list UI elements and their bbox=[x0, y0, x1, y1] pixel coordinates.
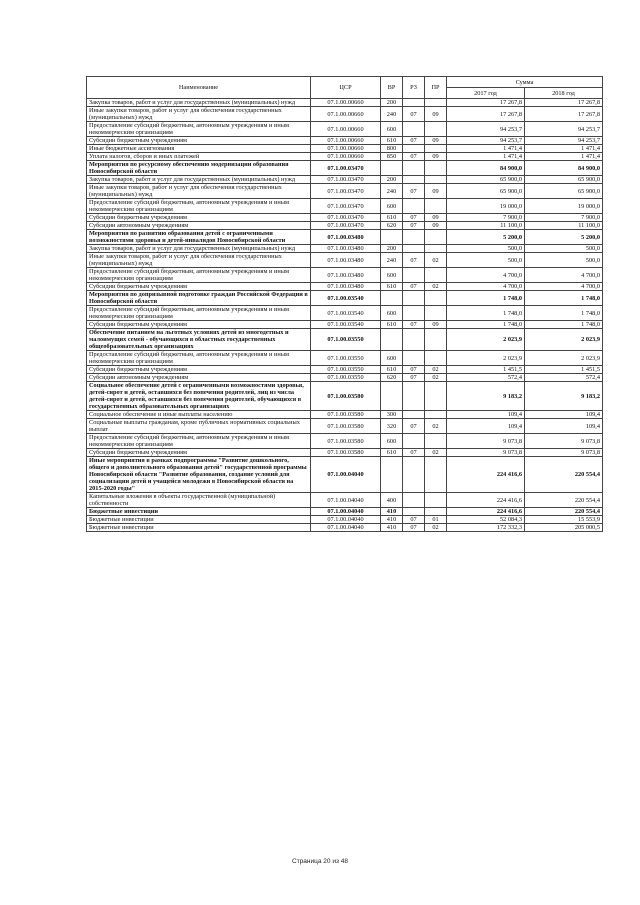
table-row bbox=[87, 214, 603, 222]
row-pr bbox=[425, 434, 447, 449]
row-rz: 07 bbox=[403, 222, 425, 230]
row-csr: 07.1.00.03470 bbox=[311, 199, 381, 214]
row-sum-2017: 500,0 bbox=[447, 253, 525, 268]
row-csr: 07.1.00.03550 bbox=[311, 366, 381, 374]
row-rz bbox=[403, 508, 425, 516]
row-vr: 610 bbox=[381, 449, 403, 457]
row-pr bbox=[425, 145, 447, 153]
row-sum-2018: 1 451,5 bbox=[525, 366, 603, 374]
row-csr: 07.1.00.03470 bbox=[311, 176, 381, 184]
header-rz: РЗ bbox=[403, 77, 425, 99]
row-sum-2018: 15 553,9 bbox=[525, 516, 603, 524]
row-sum-2018: 9 073,8 bbox=[525, 434, 603, 449]
row-csr: 07.1.00.04040 bbox=[311, 457, 381, 493]
row-name: Мероприятия по допризывной подготовке граждан Российской Федерации в Новосибирской области bbox=[87, 291, 311, 306]
row-sum-2017: 572,4 bbox=[447, 374, 525, 382]
row-pr: 02 bbox=[425, 524, 447, 532]
table-row bbox=[87, 199, 603, 214]
row-csr: 07.1.00.03470 bbox=[311, 161, 381, 176]
table-row bbox=[87, 449, 603, 457]
row-vr: 610 bbox=[381, 366, 403, 374]
row-rz: 07 bbox=[403, 374, 425, 382]
row-pr: 09 bbox=[425, 107, 447, 122]
row-sum-2018: 11 100,0 bbox=[525, 222, 603, 230]
row-name: Предоставление субсидий бюджетным, автономным учреждениям и иным некоммерческим организациям bbox=[87, 122, 311, 137]
row-pr: 09 bbox=[425, 222, 447, 230]
row-sum-2018: 17 267,8 bbox=[525, 107, 603, 122]
row-pr: 09 bbox=[425, 184, 447, 199]
table-row bbox=[87, 524, 603, 532]
table-body bbox=[87, 99, 603, 532]
row-vr: 800 bbox=[381, 145, 403, 153]
row-pr bbox=[425, 457, 447, 493]
header-2017: 2017 год bbox=[447, 88, 525, 99]
row-sum-2018: 19 000,0 bbox=[525, 199, 603, 214]
row-vr: 610 bbox=[381, 137, 403, 145]
row-sum-2018: 2 023,9 bbox=[525, 351, 603, 366]
row-sum-2018: 220 554,4 bbox=[525, 508, 603, 516]
row-sum-2018: 1 748,0 bbox=[525, 306, 603, 321]
row-vr: 620 bbox=[381, 374, 403, 382]
budget-table bbox=[86, 76, 603, 532]
row-rz: 07 bbox=[403, 449, 425, 457]
row-sum-2018: 572,4 bbox=[525, 374, 603, 382]
row-sum-2017: 52 084,3 bbox=[447, 516, 525, 524]
row-pr: 02 bbox=[425, 253, 447, 268]
row-vr: 600 bbox=[381, 434, 403, 449]
row-name: Закупка товаров, работ и услуг для государственных (муниципальных) нужд bbox=[87, 99, 311, 107]
table-row bbox=[87, 321, 603, 329]
row-sum-2018: 2 023,9 bbox=[525, 329, 603, 351]
row-name: Субсидии бюджетным учреждениям bbox=[87, 321, 311, 329]
row-csr: 07.1.00.00660 bbox=[311, 153, 381, 161]
row-sum-2018: 1 471,4 bbox=[525, 145, 603, 153]
row-sum-2018: 500,0 bbox=[525, 245, 603, 253]
row-csr: 07.1.00.03580 bbox=[311, 449, 381, 457]
row-name: Капитальные вложения в объекты государственной (муниципальной) собственности bbox=[87, 493, 311, 508]
row-vr: 410 bbox=[381, 508, 403, 516]
row-csr: 07.1.00.00660 bbox=[311, 107, 381, 122]
row-name: Закупка товаров, работ и услуг для государственных (муниципальных) нужд bbox=[87, 245, 311, 253]
row-rz bbox=[403, 176, 425, 184]
row-csr: 07.1.00.03580 bbox=[311, 434, 381, 449]
row-csr: 07.1.00.04040 bbox=[311, 524, 381, 532]
row-pr bbox=[425, 291, 447, 306]
row-rz bbox=[403, 351, 425, 366]
row-name: Иные закупки товаров, работ и услуг для обеспечения государственных (муниципальных) нужд bbox=[87, 107, 311, 122]
row-csr: 07.1.00.03480 bbox=[311, 245, 381, 253]
row-sum-2017: 1 471,4 bbox=[447, 153, 525, 161]
row-rz: 07 bbox=[403, 107, 425, 122]
table-row bbox=[87, 306, 603, 321]
table-header bbox=[87, 77, 603, 99]
row-rz bbox=[403, 457, 425, 493]
row-csr: 07.1.00.03480 bbox=[311, 268, 381, 283]
row-sum-2018: 65 900,0 bbox=[525, 176, 603, 184]
row-sum-2018: 5 200,0 bbox=[525, 230, 603, 245]
row-name: Субсидии бюджетным учреждениям bbox=[87, 214, 311, 222]
row-csr: 07.1.00.03550 bbox=[311, 374, 381, 382]
table-row bbox=[87, 161, 603, 176]
row-vr: 200 bbox=[381, 99, 403, 107]
row-name: Субсидии бюджетным учреждениям bbox=[87, 449, 311, 457]
row-vr: 610 bbox=[381, 283, 403, 291]
row-sum-2017: 1 748,0 bbox=[447, 291, 525, 306]
table-row bbox=[87, 184, 603, 199]
row-sum-2018: 94 253,7 bbox=[525, 122, 603, 137]
row-name: Обеспечение питанием на льготных условиях детей из многодетных и малоимущих семей - обучающихся в областных государственных общеобразовательных организациях bbox=[87, 329, 311, 351]
row-vr: 600 bbox=[381, 122, 403, 137]
row-pr bbox=[425, 230, 447, 245]
row-csr: 07.1.00.03480 bbox=[311, 230, 381, 245]
row-rz bbox=[403, 122, 425, 137]
row-csr: 07.1.00.03540 bbox=[311, 321, 381, 329]
table-row bbox=[87, 351, 603, 366]
row-pr bbox=[425, 99, 447, 107]
row-sum-2018: 220 554,4 bbox=[525, 457, 603, 493]
row-vr: 610 bbox=[381, 321, 403, 329]
row-sum-2017: 2 023,9 bbox=[447, 329, 525, 351]
table-row bbox=[87, 508, 603, 516]
row-csr: 07.1.00.03480 bbox=[311, 283, 381, 291]
table-row bbox=[87, 516, 603, 524]
row-sum-2017: 9 183,2 bbox=[447, 382, 525, 411]
row-vr: 400 bbox=[381, 493, 403, 508]
row-rz bbox=[403, 99, 425, 107]
row-pr: 02 bbox=[425, 419, 447, 434]
row-rz: 07 bbox=[403, 253, 425, 268]
row-vr: 600 bbox=[381, 306, 403, 321]
row-pr bbox=[425, 508, 447, 516]
row-sum-2017: 500,0 bbox=[447, 245, 525, 253]
row-csr: 07.1.00.04040 bbox=[311, 516, 381, 524]
row-sum-2017: 224 416,6 bbox=[447, 508, 525, 516]
row-sum-2017: 4 700,0 bbox=[447, 283, 525, 291]
row-csr: 07.1.00.03580 bbox=[311, 419, 381, 434]
row-name: Предоставление субсидий бюджетным, автономным учреждениям и иным некоммерческим организациям bbox=[87, 434, 311, 449]
row-vr: 320 bbox=[381, 419, 403, 434]
row-sum-2018: 1 748,0 bbox=[525, 321, 603, 329]
row-rz: 07 bbox=[403, 214, 425, 222]
row-name: Бюджетные инвестиции bbox=[87, 524, 311, 532]
row-vr: 850 bbox=[381, 153, 403, 161]
row-sum-2017: 109,4 bbox=[447, 411, 525, 419]
header-name: Наименование bbox=[87, 77, 311, 99]
row-sum-2018: 4 700,0 bbox=[525, 268, 603, 283]
row-sum-2017: 94 253,7 bbox=[447, 122, 525, 137]
row-name: Предоставление субсидий бюджетным, автономным учреждениям и иным некоммерческим организациям bbox=[87, 199, 311, 214]
row-rz: 07 bbox=[403, 524, 425, 532]
row-vr: 300 bbox=[381, 411, 403, 419]
row-sum-2018: 4 700,0 bbox=[525, 283, 603, 291]
table-row bbox=[87, 291, 603, 306]
row-sum-2017: 172 332,3 bbox=[447, 524, 525, 532]
row-pr: 09 bbox=[425, 153, 447, 161]
row-pr bbox=[425, 176, 447, 184]
row-vr: 600 bbox=[381, 199, 403, 214]
row-vr: 240 bbox=[381, 107, 403, 122]
row-csr: 07.1.00.00660 bbox=[311, 122, 381, 137]
row-sum-2018: 17 267,8 bbox=[525, 99, 603, 107]
row-vr: 600 bbox=[381, 351, 403, 366]
row-sum-2017: 9 073,8 bbox=[447, 434, 525, 449]
row-vr bbox=[381, 161, 403, 176]
table-row bbox=[87, 176, 603, 184]
row-vr: 240 bbox=[381, 253, 403, 268]
table-row bbox=[87, 493, 603, 508]
row-name: Бюджетные инвестиции bbox=[87, 508, 311, 516]
budget-document bbox=[86, 76, 602, 532]
table-row bbox=[87, 245, 603, 253]
row-sum-2017: 224 416,6 bbox=[447, 457, 525, 493]
row-name: Социальные выплаты гражданам, кроме публичных нормативных социальных выплат bbox=[87, 419, 311, 434]
row-name: Уплата налогов, сборов и иных платежей bbox=[87, 153, 311, 161]
row-csr: 07.1.00.00660 bbox=[311, 145, 381, 153]
table-row bbox=[87, 419, 603, 434]
row-name: Иные бюджетные ассигнования bbox=[87, 145, 311, 153]
row-name: Предоставление субсидий бюджетным, автономным учреждениям и иным некоммерческим организациям bbox=[87, 351, 311, 366]
row-name: Закупка товаров, работ и услуг для государственных (муниципальных) нужд bbox=[87, 176, 311, 184]
row-pr: 02 bbox=[425, 449, 447, 457]
row-sum-2018: 500,0 bbox=[525, 253, 603, 268]
row-name: Субсидии автономным учреждениям bbox=[87, 374, 311, 382]
row-csr: 07.1.00.04040 bbox=[311, 493, 381, 508]
row-pr bbox=[425, 493, 447, 508]
row-pr bbox=[425, 268, 447, 283]
row-sum-2018: 84 900,0 bbox=[525, 161, 603, 176]
table-row bbox=[87, 366, 603, 374]
row-sum-2018: 205 000,5 bbox=[525, 524, 603, 532]
row-pr bbox=[425, 199, 447, 214]
row-pr: 09 bbox=[425, 214, 447, 222]
row-pr bbox=[425, 329, 447, 351]
row-pr bbox=[425, 161, 447, 176]
row-rz bbox=[403, 161, 425, 176]
row-name: Иные закупки товаров, работ и услуг для обеспечения государственных (муниципальных) нужд bbox=[87, 184, 311, 199]
row-csr: 07.1.00.03470 bbox=[311, 222, 381, 230]
row-csr: 07.1.00.03580 bbox=[311, 411, 381, 419]
row-name: Социальное обеспечение и иные выплаты населению bbox=[87, 411, 311, 419]
row-sum-2018: 109,4 bbox=[525, 411, 603, 419]
row-csr: 07.1.00.00660 bbox=[311, 99, 381, 107]
row-csr: 07.1.00.00660 bbox=[311, 137, 381, 145]
row-name: Предоставление субсидий бюджетным, автономным учреждениям и иным некоммерческим организациям bbox=[87, 306, 311, 321]
row-csr: 07.1.00.03550 bbox=[311, 329, 381, 351]
row-vr: 240 bbox=[381, 184, 403, 199]
row-rz bbox=[403, 329, 425, 351]
header-csr: ЦСР bbox=[311, 77, 381, 99]
row-sum-2017: 224 416,6 bbox=[447, 493, 525, 508]
table-row bbox=[87, 457, 603, 493]
row-sum-2017: 65 900,0 bbox=[447, 184, 525, 199]
row-pr bbox=[425, 351, 447, 366]
row-rz: 07 bbox=[403, 137, 425, 145]
row-sum-2018: 94 253,7 bbox=[525, 137, 603, 145]
row-sum-2017: 65 900,0 bbox=[447, 176, 525, 184]
row-sum-2018: 109,4 bbox=[525, 419, 603, 434]
row-name: Мероприятия по ресурсному обеспечению модернизации образования Новосибирской области bbox=[87, 161, 311, 176]
row-csr: 07.1.00.03470 bbox=[311, 184, 381, 199]
row-vr bbox=[381, 329, 403, 351]
row-name: Мероприятия по развитию образования детей с ограниченными возможностями здоровья и детей-инвалидов Новосибирской области bbox=[87, 230, 311, 245]
row-rz bbox=[403, 245, 425, 253]
table-row bbox=[87, 137, 603, 145]
table-row bbox=[87, 153, 603, 161]
row-rz bbox=[403, 145, 425, 153]
row-csr: 07.1.00.03470 bbox=[311, 214, 381, 222]
row-sum-2017: 2 023,9 bbox=[447, 351, 525, 366]
row-name: Иные закупки товаров, работ и услуг для обеспечения государственных (муниципальных) нужд bbox=[87, 253, 311, 268]
row-rz bbox=[403, 199, 425, 214]
row-rz bbox=[403, 434, 425, 449]
row-rz: 07 bbox=[403, 184, 425, 199]
row-rz bbox=[403, 411, 425, 419]
row-sum-2017: 1 471,4 bbox=[447, 145, 525, 153]
row-rz bbox=[403, 493, 425, 508]
row-sum-2017: 5 200,0 bbox=[447, 230, 525, 245]
row-rz bbox=[403, 382, 425, 411]
row-sum-2018: 220 554,4 bbox=[525, 493, 603, 508]
row-csr: 07.1.00.03540 bbox=[311, 291, 381, 306]
row-vr bbox=[381, 382, 403, 411]
row-pr: 02 bbox=[425, 366, 447, 374]
row-sum-2017: 4 700,0 bbox=[447, 268, 525, 283]
row-csr: 07.1.00.04040 bbox=[311, 508, 381, 516]
row-rz bbox=[403, 230, 425, 245]
row-sum-2018: 1 748,0 bbox=[525, 291, 603, 306]
row-pr: 09 bbox=[425, 137, 447, 145]
row-sum-2018: 7 900,0 bbox=[525, 214, 603, 222]
table-row bbox=[87, 253, 603, 268]
header-vr: ВР bbox=[381, 77, 403, 99]
row-pr: 02 bbox=[425, 283, 447, 291]
row-vr bbox=[381, 457, 403, 493]
table-row bbox=[87, 434, 603, 449]
row-sum-2017: 9 073,8 bbox=[447, 449, 525, 457]
row-rz bbox=[403, 306, 425, 321]
row-name: Субсидии бюджетным учреждениям bbox=[87, 137, 311, 145]
table-row bbox=[87, 107, 603, 122]
row-sum-2017: 84 900,0 bbox=[447, 161, 525, 176]
row-name: Субсидии автономным учреждениям bbox=[87, 222, 311, 230]
row-sum-2017: 7 900,0 bbox=[447, 214, 525, 222]
row-vr: 620 bbox=[381, 222, 403, 230]
row-rz: 07 bbox=[403, 153, 425, 161]
row-sum-2017: 1 748,0 bbox=[447, 321, 525, 329]
row-vr: 610 bbox=[381, 214, 403, 222]
row-vr: 410 bbox=[381, 524, 403, 532]
row-sum-2018: 9 183,2 bbox=[525, 382, 603, 411]
row-name: Иные мероприятия в рамках подпрограммы "Развитие дошкольного, общего и дополнительного образования детей" государственной программы Новосибирской области "Развитие образования, создание условий для социализации детей и учащейся молодежи в Новосибирской области на 2015-2020 годы" bbox=[87, 457, 311, 493]
row-sum-2017: 94 253,7 bbox=[447, 137, 525, 145]
row-name: Бюджетные инвестиции bbox=[87, 516, 311, 524]
row-pr: 01 bbox=[425, 516, 447, 524]
header-2018: 2018 год bbox=[525, 88, 603, 99]
row-name: Социальное обеспечение детей с ограниченными возможностями здоровья, детей-сирот и детей, оставшихся без попечения родителей, лиц из числа детей-сирот и детей, оставшихся без попечения родителей, обучающихся в государственных образовательных организациях bbox=[87, 382, 311, 411]
row-sum-2017: 1 748,0 bbox=[447, 306, 525, 321]
table-row bbox=[87, 222, 603, 230]
row-vr: 410 bbox=[381, 516, 403, 524]
row-rz bbox=[403, 291, 425, 306]
table-row bbox=[87, 382, 603, 411]
row-name: Субсидии бюджетным учреждениям bbox=[87, 366, 311, 374]
row-pr bbox=[425, 245, 447, 253]
row-vr: 200 bbox=[381, 176, 403, 184]
row-pr: 02 bbox=[425, 374, 447, 382]
row-csr: 07.1.00.03540 bbox=[311, 306, 381, 321]
table-row bbox=[87, 283, 603, 291]
row-pr bbox=[425, 382, 447, 411]
row-vr bbox=[381, 230, 403, 245]
header-sum: Сумма bbox=[447, 77, 603, 88]
row-sum-2017: 109,4 bbox=[447, 419, 525, 434]
row-sum-2017: 17 267,8 bbox=[447, 99, 525, 107]
row-rz: 07 bbox=[403, 366, 425, 374]
row-name: Субсидии бюджетным учреждениям bbox=[87, 283, 311, 291]
row-rz: 07 bbox=[403, 283, 425, 291]
row-csr: 07.1.00.03580 bbox=[311, 382, 381, 411]
table-row bbox=[87, 268, 603, 283]
row-rz: 07 bbox=[403, 516, 425, 524]
table-row bbox=[87, 230, 603, 245]
row-vr: 600 bbox=[381, 268, 403, 283]
row-rz: 07 bbox=[403, 419, 425, 434]
table-row bbox=[87, 411, 603, 419]
row-pr: 09 bbox=[425, 321, 447, 329]
row-name: Предоставление субсидий бюджетным, автономным учреждениям и иным некоммерческим организациям bbox=[87, 268, 311, 283]
row-sum-2017: 11 100,0 bbox=[447, 222, 525, 230]
table-row bbox=[87, 99, 603, 107]
row-sum-2017: 17 267,8 bbox=[447, 107, 525, 122]
table-row bbox=[87, 122, 603, 137]
row-sum-2017: 19 000,0 bbox=[447, 199, 525, 214]
row-vr: 200 bbox=[381, 245, 403, 253]
row-rz bbox=[403, 268, 425, 283]
row-sum-2018: 9 073,8 bbox=[525, 449, 603, 457]
table-row bbox=[87, 374, 603, 382]
row-pr bbox=[425, 411, 447, 419]
row-csr: 07.1.00.03550 bbox=[311, 351, 381, 366]
row-pr bbox=[425, 306, 447, 321]
header-pr: ПР bbox=[425, 77, 447, 99]
row-sum-2018: 1 471,4 bbox=[525, 153, 603, 161]
page-footer: Страница 20 из 48 bbox=[292, 858, 348, 865]
row-vr bbox=[381, 291, 403, 306]
table-row bbox=[87, 145, 603, 153]
row-pr bbox=[425, 122, 447, 137]
table-row bbox=[87, 329, 603, 351]
row-rz: 07 bbox=[403, 321, 425, 329]
row-csr: 07.1.00.03480 bbox=[311, 253, 381, 268]
row-sum-2018: 65 900,0 bbox=[525, 184, 603, 199]
row-sum-2017: 1 451,5 bbox=[447, 366, 525, 374]
